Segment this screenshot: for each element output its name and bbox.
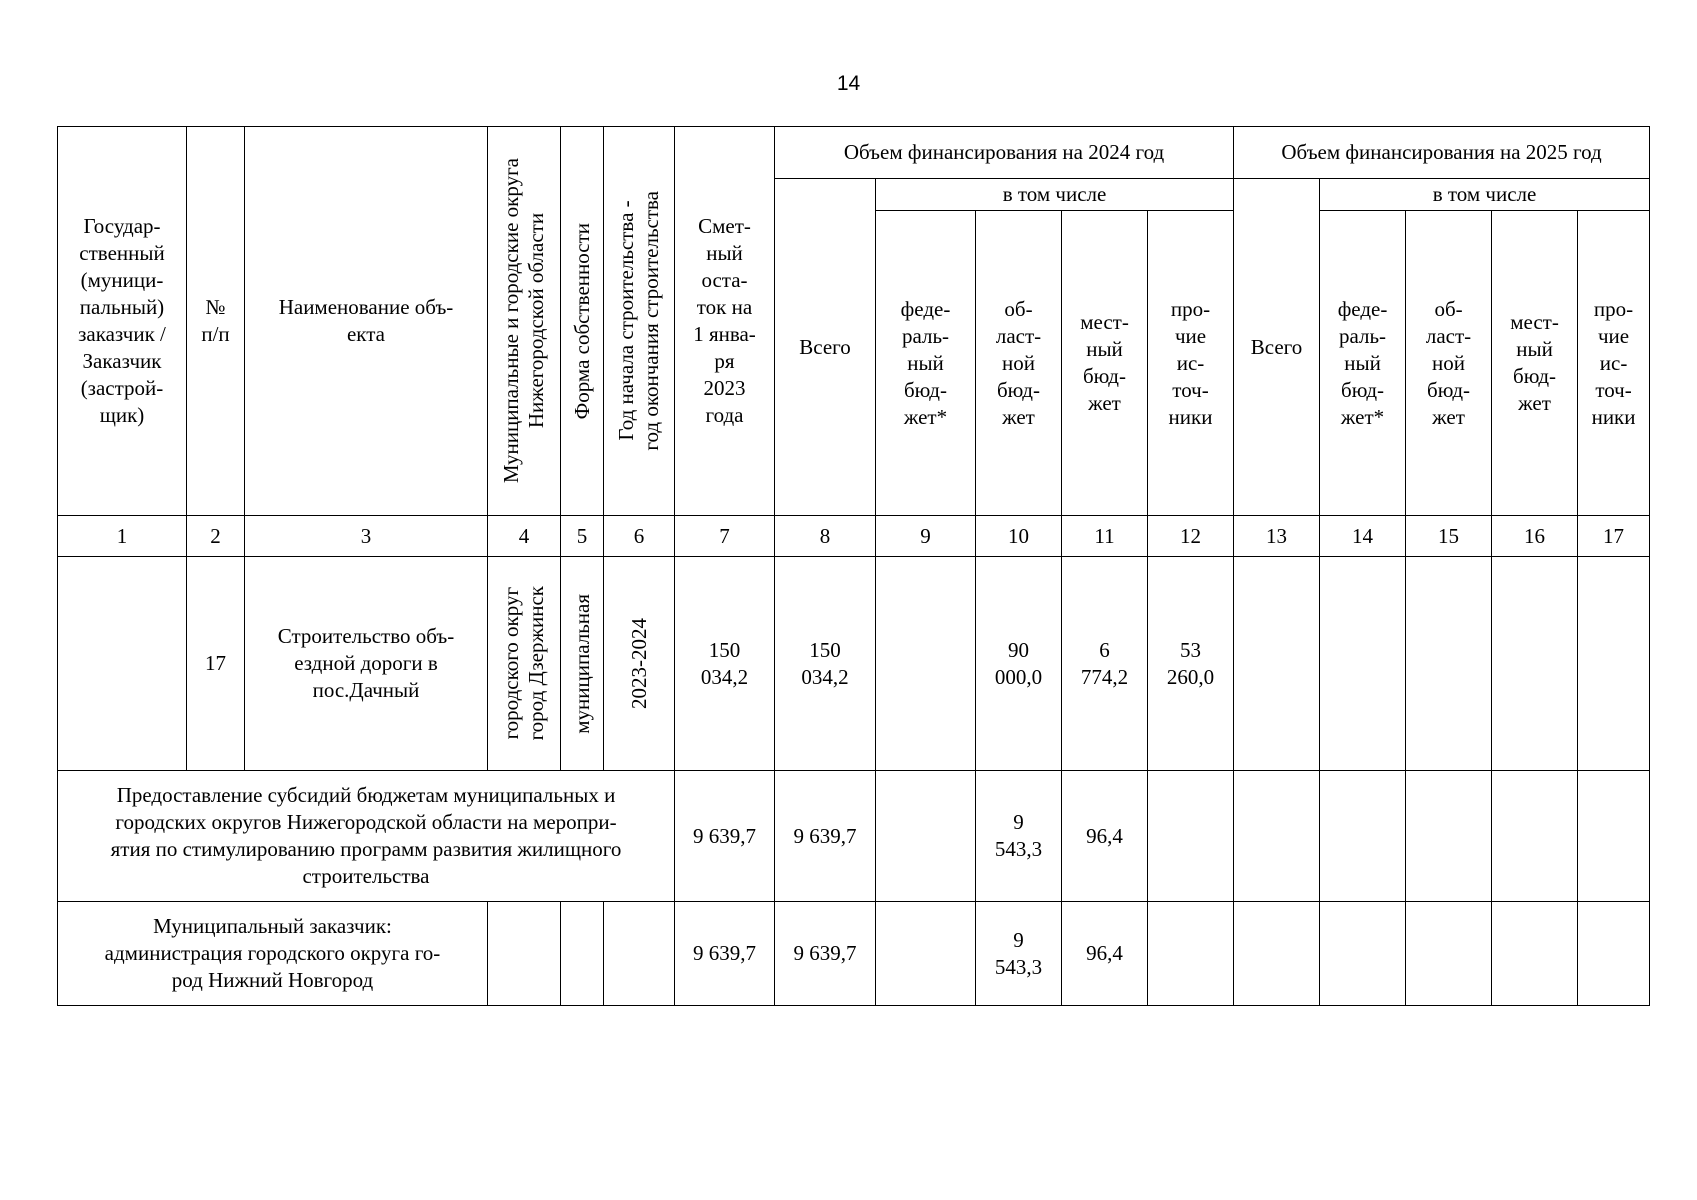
- col-number: 11: [1062, 516, 1148, 557]
- header-total-2024: Всего: [775, 179, 876, 516]
- customer-regional-2024: 9 543,3: [976, 902, 1062, 1006]
- object-municipality-text: городского округ город Дзержинск: [499, 586, 548, 741]
- table-row-customer: [58, 902, 1650, 1006]
- object-customer-cell: [58, 557, 187, 771]
- page-number: 14: [836, 72, 861, 95]
- object-name: Строительство объ- ездной дороги в пос.Дачный: [245, 557, 488, 771]
- object-years: [604, 557, 675, 771]
- header-federal-2024: феде- раль- ный бюд- жет*: [876, 211, 976, 516]
- col-number: 10: [976, 516, 1062, 557]
- subsidy-local-2024: 96,4: [1062, 771, 1148, 902]
- customer-other-2025: [1578, 902, 1650, 1006]
- header-row-1: [58, 127, 1650, 179]
- col-number: 15: [1406, 516, 1492, 557]
- customer-regional-2025: [1406, 902, 1492, 1006]
- header-other-2025: про- чие ис- точ- ники: [1578, 211, 1650, 516]
- object-number: 17: [187, 557, 245, 771]
- header-including-2024: в том числе: [876, 179, 1234, 211]
- subsidy-regional-2024: 9 543,3: [976, 771, 1062, 902]
- customer-local-2024: 96,4: [1062, 902, 1148, 1006]
- col-number: 4: [488, 516, 561, 557]
- object-ownership: [561, 557, 604, 771]
- customer-remainder: 9 639,7: [675, 902, 775, 1006]
- object-regional-2025: [1406, 557, 1492, 771]
- col-number: 13: [1234, 516, 1320, 557]
- col-number: 16: [1492, 516, 1578, 557]
- col-number: 2: [187, 516, 245, 557]
- header-regional-2024: об- ласт- ной бюд- жет: [976, 211, 1062, 516]
- col-number: 14: [1320, 516, 1406, 557]
- header-total-2025: Всего: [1234, 179, 1320, 516]
- customer-local-2025: [1492, 902, 1578, 1006]
- col-number: 5: [561, 516, 604, 557]
- col-number: 12: [1148, 516, 1234, 557]
- header-years: [604, 127, 675, 516]
- subsidy-federal-2024: [876, 771, 976, 902]
- header-federal-2025: феде- раль- ный бюд- жет*: [1320, 211, 1406, 516]
- object-federal-2024: [876, 557, 976, 771]
- customer-other-2024: [1148, 902, 1234, 1006]
- col-number: 3: [245, 516, 488, 557]
- header-number: № п/п: [187, 127, 245, 516]
- header-ownership: [561, 127, 604, 516]
- customer-total-2025: [1234, 902, 1320, 1006]
- object-regional-2024: 90 000,0: [976, 557, 1062, 771]
- col-number: 9: [876, 516, 976, 557]
- header-remainder: Смет- ный оста- ток на 1 янва- ря 2023 года: [675, 127, 775, 516]
- subsidy-regional-2025: [1406, 771, 1492, 902]
- object-total-2024: 150 034,2: [775, 557, 876, 771]
- object-remainder: 150 034,2: [675, 557, 775, 771]
- subsidy-total-2024: 9 639,7: [775, 771, 876, 902]
- header-object-name: Наименование объ- екта: [245, 127, 488, 516]
- col-number: 6: [604, 516, 675, 557]
- header-regional-2025: об- ласт- ной бюд- жет: [1406, 211, 1492, 516]
- object-municipality: [488, 557, 561, 771]
- subsidy-remainder: 9 639,7: [675, 771, 775, 902]
- col-number: 17: [1578, 516, 1650, 557]
- table-row-object: [58, 557, 1650, 771]
- table-row-subsidy: [58, 771, 1650, 902]
- col-number: 7: [675, 516, 775, 557]
- customer-years: [604, 902, 675, 1006]
- customer-federal-2024: [876, 902, 976, 1006]
- header-financing-2025: Объем финансирования на 2025 год: [1234, 127, 1650, 179]
- header-ownership-text: Форма собственности: [569, 222, 594, 420]
- customer-name: Муниципальный заказчик: администрация городского округа го- род Нижний Новгород: [58, 902, 488, 1006]
- header-customer: Государ- ственный (муници- пальный) заказчик / Заказчик (застрой- щик): [58, 127, 187, 516]
- header-local-2025: мест- ный бюд- жет: [1492, 211, 1578, 516]
- header-years-text: Год начала строительства - год окончания строительства: [614, 191, 663, 451]
- subsidy-total-2025: [1234, 771, 1320, 902]
- header-other-2024: про- чие ис- точ- ники: [1148, 211, 1234, 516]
- col-number: 8: [775, 516, 876, 557]
- object-local-2024: 6 774,2: [1062, 557, 1148, 771]
- subsidy-name: Предоставление субсидий бюджетам муниципальных и городских округов Нижегородской области на меропри- ятия по стимулированию программ развития жилищного строительства: [58, 771, 675, 902]
- customer-federal-2025: [1320, 902, 1406, 1006]
- customer-municipality: [488, 902, 561, 1006]
- object-total-2025: [1234, 557, 1320, 771]
- subsidy-other-2025: [1578, 771, 1650, 902]
- object-local-2025: [1492, 557, 1578, 771]
- object-years-text: 2023-2024: [626, 618, 651, 709]
- customer-ownership: [561, 902, 604, 1006]
- object-ownership-text: муниципальная: [569, 593, 594, 734]
- col-number: 1: [58, 516, 187, 557]
- object-federal-2025: [1320, 557, 1406, 771]
- header-municipality-text: Муниципальные и городские округа Нижегородской области: [499, 158, 548, 484]
- header-local-2024: мест- ный бюд- жет: [1062, 211, 1148, 516]
- header-including-2025: в том числе: [1320, 179, 1650, 211]
- object-other-2024: 53 260,0: [1148, 557, 1234, 771]
- financing-table: [57, 126, 1650, 1006]
- header-municipality: [488, 127, 561, 516]
- object-other-2025: [1578, 557, 1650, 771]
- subsidy-other-2024: [1148, 771, 1234, 902]
- customer-total-2024: 9 639,7: [775, 902, 876, 1006]
- subsidy-local-2025: [1492, 771, 1578, 902]
- column-numbers-row: [58, 516, 1650, 557]
- header-financing-2024: Объем финансирования на 2024 год: [775, 127, 1234, 179]
- subsidy-federal-2025: [1320, 771, 1406, 902]
